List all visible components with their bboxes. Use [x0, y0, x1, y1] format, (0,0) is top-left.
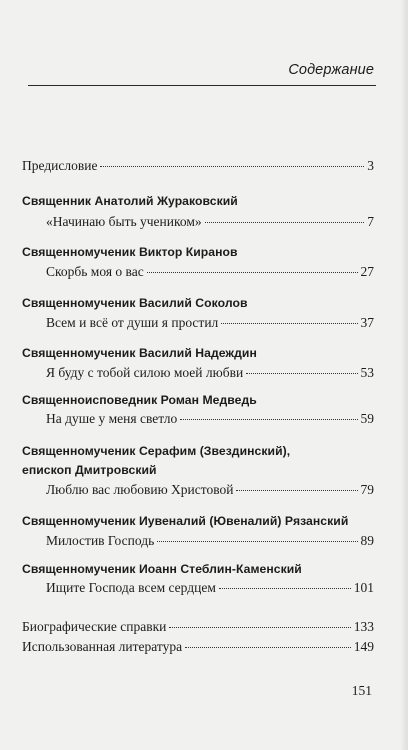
toc-entry-preface[interactable] — [22, 158, 374, 175]
toc-entry-title: Люблю вас любовию Христовой — [46, 482, 234, 497]
toc-entry-page: 79 — [360, 482, 374, 497]
toc-entry-title: Предисловие — [22, 158, 98, 173]
dot-leader — [169, 627, 350, 628]
section-author: Священномученик Василий Соколов — [22, 296, 248, 310]
toc-entry-title: Ищите Господа всем сердцем — [46, 580, 216, 595]
toc-entry-page: 101 — [353, 580, 374, 595]
toc-entry[interactable] — [46, 264, 374, 281]
dot-leader — [180, 419, 357, 420]
dot-leader — [219, 588, 351, 589]
toc-entry[interactable] — [46, 580, 374, 597]
toc-entry[interactable] — [46, 411, 374, 428]
toc-entry-title: Милостив Господь — [46, 533, 155, 548]
section-author: Священник Анатолий Жураковский — [22, 194, 238, 208]
dot-leader — [147, 272, 358, 273]
running-header — [28, 56, 376, 86]
toc-entry-page: 59 — [360, 411, 374, 426]
section-author: Священноисповедник Роман Медведь — [22, 393, 257, 407]
toc-entry[interactable] — [46, 482, 374, 499]
toc-entry-title: Скорбь моя о вас — [46, 264, 144, 279]
toc-entry[interactable] — [46, 365, 374, 382]
dot-leader — [246, 373, 357, 374]
section-author: Священномученик Виктор Киранов — [22, 245, 238, 259]
toc-entry-page: 149 — [353, 639, 374, 654]
section-author: Священномученик Иувеналий (Ювеналий) Рязанский — [22, 514, 349, 528]
toc-entry-title: Использованная литература — [22, 639, 183, 654]
toc-entry-page: 37 — [360, 315, 374, 330]
toc-entry-page: 7 — [367, 214, 374, 229]
dot-leader — [100, 166, 364, 167]
dot-leader — [236, 490, 357, 491]
dot-leader — [157, 541, 357, 542]
section-author: Священномученик Иоанн Стеблин-Каменский — [22, 562, 302, 576]
toc-entry-title: Я буду с тобой силою моей любви — [46, 365, 244, 380]
toc-entry-title: Всем и всё от души я простил — [46, 315, 219, 330]
toc-entry-page: 3 — [367, 158, 374, 173]
toc-entry-page: 53 — [360, 365, 374, 380]
page-number: 151 — [351, 683, 372, 698]
header-title: Содержание — [288, 62, 374, 78]
section-author: епископ Дмитровский — [22, 463, 157, 477]
toc-entry[interactable] — [46, 315, 374, 332]
toc-entry-biographies[interactable] — [22, 619, 374, 636]
toc-entry-literature[interactable] — [22, 639, 374, 656]
dot-leader — [205, 222, 365, 223]
toc-entry-page: 133 — [353, 619, 374, 634]
toc-entry-page: 89 — [360, 533, 374, 548]
toc-entry-title: На душе у меня светло — [46, 411, 178, 426]
toc-entry-title: «Начинаю быть учеником» — [46, 214, 202, 229]
toc-entry[interactable] — [46, 533, 374, 550]
page-edge-shadow — [400, 0, 408, 750]
toc-entry-page: 27 — [360, 264, 374, 279]
toc-entry[interactable] — [46, 214, 374, 231]
dot-leader — [221, 323, 357, 324]
section-author: Священномученик Василий Надеждин — [22, 346, 257, 360]
section-author: Священномученик Серафим (Звездинский), — [22, 444, 291, 458]
toc-entry-title: Биографические справки — [22, 619, 167, 634]
dot-leader — [185, 647, 351, 648]
header-rule — [28, 85, 376, 86]
